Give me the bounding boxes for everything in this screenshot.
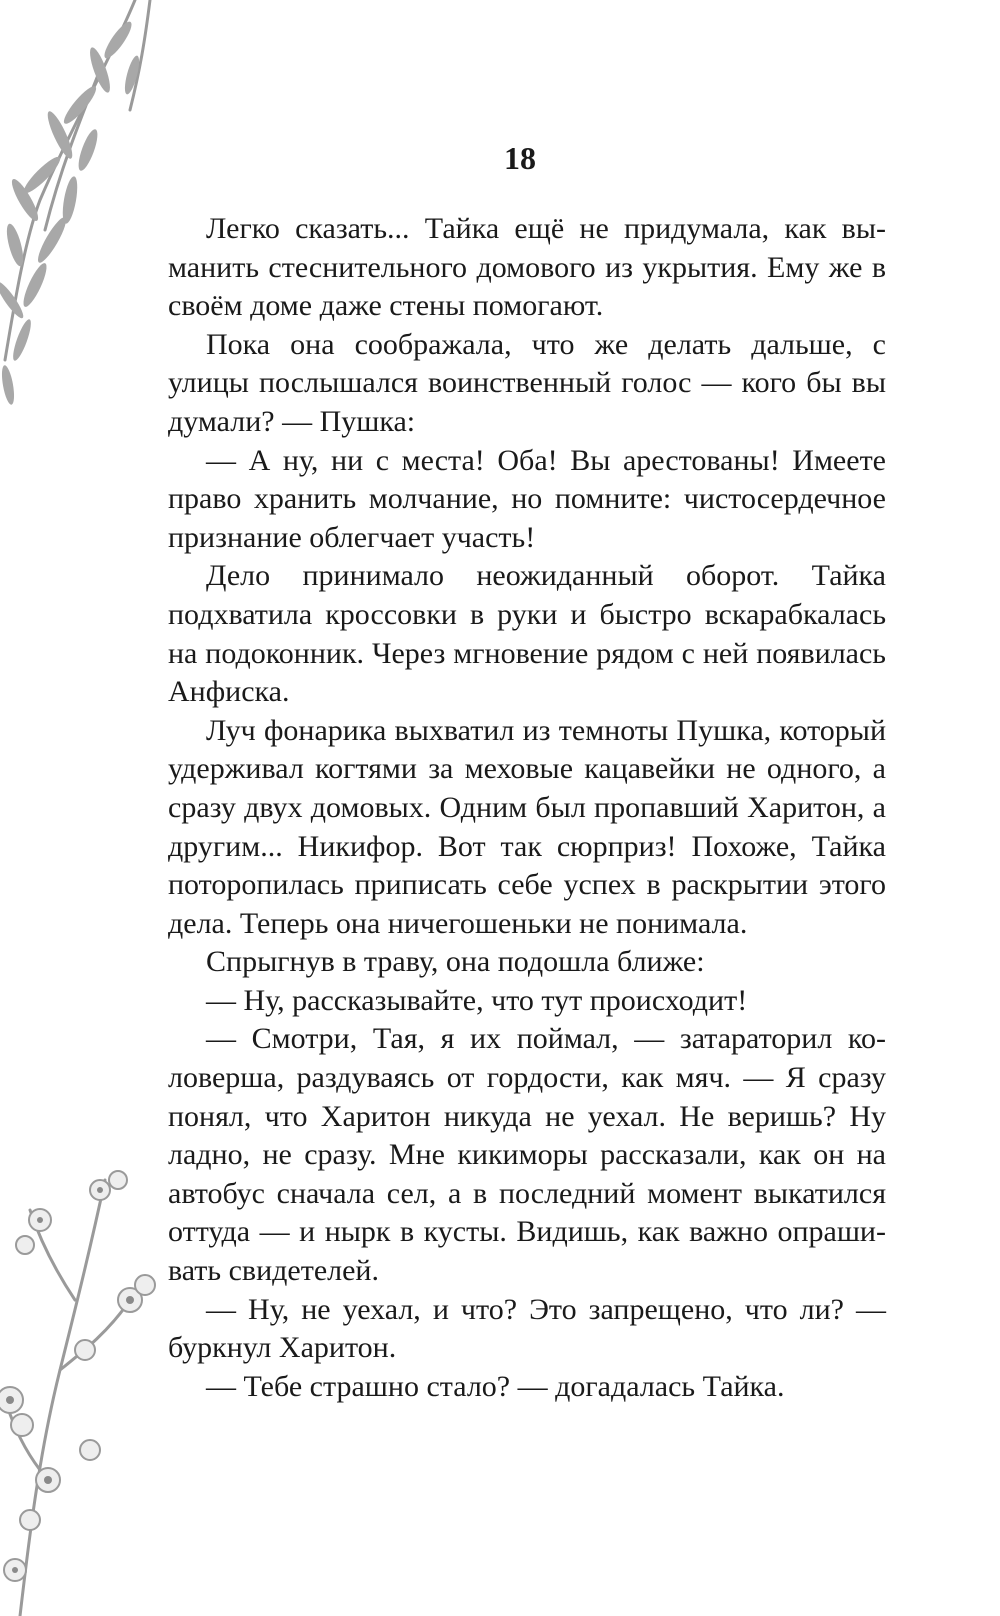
paragraph: — Тебе страшно стало? — догадалась Тайка. (206, 1369, 785, 1403)
blossom-branch-icon (0, 1150, 170, 1616)
paragraph: Дело принимало неожиданный оборот. Тайка подхватила кроссовки в руки и быстро вскарабкалась на подоконник. Через мгновение рядом с ней появилась Анфиска. (168, 559, 886, 709)
paragraph: — Смотри, Тая, я их поймал, — затараторил коловерша, раздуваясь от гордости, как мяч. — Я сразу понял, что Харитон никуда не уехал. Не веришь? Ну ладно, не сразу. Мне кикиморы рассказали, как он на автобус сначала сел, а в последний момент выкатился оттуда — и нырк в кусты. Видишь, как важно опрашивать свидетелей. (168, 1022, 886, 1288)
paragraph: Пока она соображала, что же делать дальше, с улицы послышался воинственный голос — кого бы вы думали? — Пушка: (168, 327, 886, 438)
paragraph: — А ну, ни с места! Оба! Вы арестованы! Имеете право хранить молчание, но помните: чистосердечное признание облегчает участь! (168, 443, 886, 554)
paragraph: Легко сказать... Тайка ещё не придумала, как выманить стеснительного домового из укрытия. Ему же в своём доме даже стены помогают. (168, 212, 886, 323)
page-number: 18 (504, 140, 536, 176)
paragraph: — Ну, рассказывайте, что тут происходит! (206, 983, 748, 1017)
paragraph: Спрыгнув в траву, она подошла ближе: (206, 945, 705, 979)
body-text (168, 210, 886, 1406)
paragraph: Луч фонарика выхватил из темноты Пушка, который удерживал когтями за меховые кацавейки не одного, а сразу двух домовых. Одним был пропавший Харитон, а другим... Никифор. Вот так сюрприз! Похоже, Тайка поторопилась приписать себе успех в раскрытии этого дела. Теперь она ничегошеньки не понимала. (168, 713, 886, 940)
willow-branch-icon (0, 0, 170, 430)
paragraph: — Ну, не уехал, и что? Это запрещено, что ли? — буркнул Харитон. (168, 1292, 886, 1365)
